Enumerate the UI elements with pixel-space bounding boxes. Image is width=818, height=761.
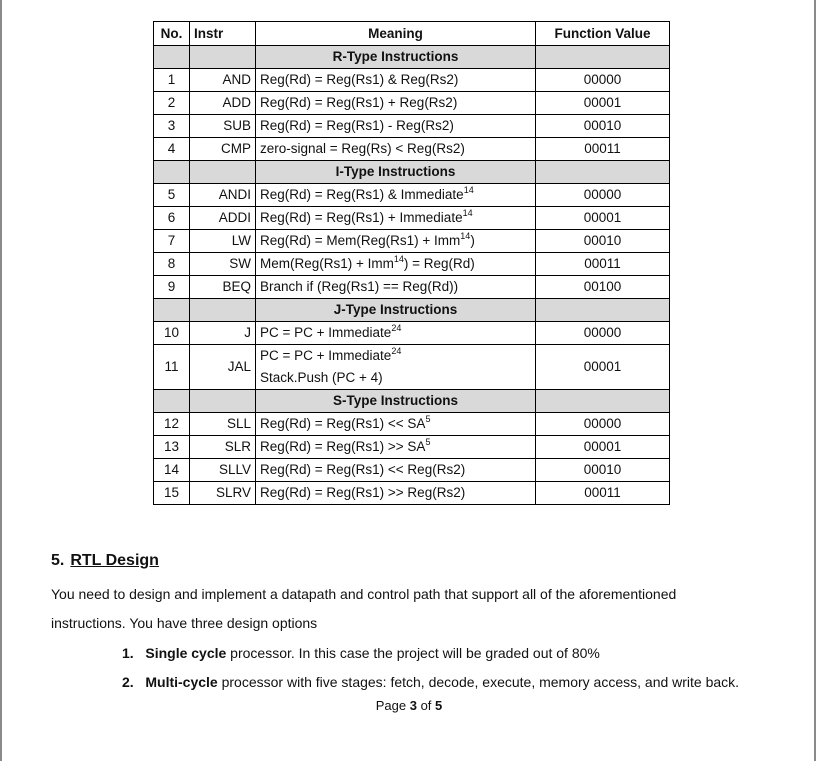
- meaning-superscript: 5: [425, 414, 431, 424]
- meaning-text: PC = PC + Immediate: [260, 348, 392, 363]
- list-item-bold-text: Single cycle: [145, 645, 227, 661]
- table-row: [154, 482, 670, 505]
- section-number: 5.: [51, 552, 65, 569]
- list-item-text: processor. In this case the project will be graded out of 80%: [226, 645, 600, 661]
- meaning-text: Reg(Rd) = Reg(Rs1) + Reg(Rs2): [260, 95, 458, 110]
- row-function-value: 00000: [536, 184, 670, 207]
- meaning-text: Reg(Rd) = Reg(Rs1) >> SA: [260, 439, 426, 454]
- group-title: R-Type Instructions: [256, 46, 536, 69]
- instruction-table-body: [154, 46, 670, 505]
- paragraph-line-1: You need to design and implement a datapath and control path that support all of the aforementioned: [51, 586, 677, 602]
- row-number: 13: [154, 436, 190, 459]
- list-item-text: processor with five stages: fetch, decode, execute, memory access, and write back.: [217, 674, 740, 690]
- meaning-text: Branch if (Reg(Rs1) == Reg(Rd)): [260, 279, 459, 294]
- row-instruction: ADDI: [190, 207, 256, 230]
- group-header-row: [154, 299, 670, 322]
- row-instruction: SLR: [190, 436, 256, 459]
- meaning-superscript: 14: [462, 208, 473, 218]
- group-header-blank: [154, 299, 190, 322]
- table-header-row: [154, 22, 670, 46]
- row-function-value: 00100: [536, 276, 670, 299]
- row-function-value: 00010: [536, 459, 670, 482]
- group-title: S-Type Instructions: [256, 390, 536, 413]
- group-header-blank: [154, 46, 190, 69]
- row-function-value: 00010: [536, 230, 670, 253]
- group-header-blank: [190, 299, 256, 322]
- row-function-value: 00010: [536, 115, 670, 138]
- group-header-blank: [536, 390, 670, 413]
- table-row: [154, 345, 670, 390]
- footer-prefix: Page: [375, 698, 410, 713]
- list-item-marker: 1.: [122, 645, 134, 661]
- group-header-blank: [536, 299, 670, 322]
- table-row: [154, 322, 670, 345]
- header-no: No.: [154, 22, 190, 46]
- row-instruction: SUB: [190, 115, 256, 138]
- row-meaning: [256, 413, 536, 436]
- row-function-value: 00011: [536, 253, 670, 276]
- meaning-text: Reg(Rd) = Reg(Rs1) << SA: [260, 416, 426, 431]
- section-heading: [51, 552, 159, 570]
- meaning-text: Mem(Reg(Rs1) + Imm: [260, 256, 394, 271]
- header-instr: Instr: [190, 22, 256, 46]
- meaning-tail: ): [470, 233, 475, 248]
- group-title: I-Type Instructions: [256, 161, 536, 184]
- table-row: [154, 69, 670, 92]
- row-meaning: [256, 230, 536, 253]
- page-right-border: [814, 0, 816, 761]
- meaning-tail: ) = Reg(Rd): [403, 256, 475, 271]
- row-instruction: ADD: [190, 92, 256, 115]
- list-item: [122, 672, 739, 692]
- header-meaning: Meaning: [256, 22, 536, 46]
- group-header-blank: [190, 161, 256, 184]
- table-row: [154, 459, 670, 482]
- row-meaning: [256, 69, 536, 92]
- header-function-value: Function Value: [536, 22, 670, 46]
- group-header-blank: [154, 390, 190, 413]
- group-header-row: [154, 46, 670, 69]
- row-meaning: [256, 276, 536, 299]
- meaning-text: Reg(Rd) = Reg(Rs1) - Reg(Rs2): [260, 118, 454, 133]
- paragraph-line-2: instructions. You have three design options: [51, 615, 318, 631]
- row-function-value: 00001: [536, 92, 670, 115]
- table-row: [154, 253, 670, 276]
- group-header-row: [154, 161, 670, 184]
- table-row: [154, 230, 670, 253]
- row-meaning: [256, 459, 536, 482]
- table-row: [154, 436, 670, 459]
- row-instruction: SLRV: [190, 482, 256, 505]
- row-instruction: SLL: [190, 413, 256, 436]
- row-function-value: 00000: [536, 69, 670, 92]
- group-header-blank: [154, 161, 190, 184]
- row-instruction: BEQ: [190, 276, 256, 299]
- row-function-value: 00001: [536, 207, 670, 230]
- row-number: 9: [154, 276, 190, 299]
- row-instruction: ANDI: [190, 184, 256, 207]
- row-function-value: 00000: [536, 413, 670, 436]
- row-meaning: [256, 138, 536, 161]
- table-row: [154, 115, 670, 138]
- meaning-text: Reg(Rd) = Reg(Rs1) >> Reg(Rs2): [260, 485, 466, 500]
- row-meaning: [256, 92, 536, 115]
- instruction-table: [153, 21, 670, 505]
- footer-total-pages: 5: [435, 698, 443, 713]
- table-row: [154, 413, 670, 436]
- meaning-superscript: 24: [391, 323, 402, 333]
- row-number: 12: [154, 413, 190, 436]
- meaning-superscript: 14: [460, 231, 471, 241]
- row-meaning: [256, 184, 536, 207]
- list-item: [122, 643, 600, 663]
- footer-current-page: 3: [409, 698, 417, 713]
- meaning-second-line: Stack.Push (PC + 4): [260, 370, 383, 385]
- row-number: 2: [154, 92, 190, 115]
- row-instruction: J: [190, 322, 256, 345]
- row-number: 1: [154, 69, 190, 92]
- row-meaning: [256, 436, 536, 459]
- meaning-text: PC = PC + Immediate: [260, 325, 392, 340]
- table-row: [154, 92, 670, 115]
- row-number: 6: [154, 207, 190, 230]
- meaning-text: Reg(Rd) = Reg(Rs1) & Reg(Rs2): [260, 72, 459, 87]
- list-item-marker: 2.: [122, 674, 134, 690]
- table-row: [154, 184, 670, 207]
- row-number: 3: [154, 115, 190, 138]
- meaning-superscript: 24: [391, 346, 402, 356]
- row-number: 15: [154, 482, 190, 505]
- group-header-blank: [536, 161, 670, 184]
- meaning-superscript: 14: [393, 254, 404, 264]
- page-left-border: [0, 0, 2, 761]
- group-title: J-Type Instructions: [256, 299, 536, 322]
- row-number: 5: [154, 184, 190, 207]
- list-item-bold-text: Multi-cycle: [145, 674, 218, 690]
- row-number: 14: [154, 459, 190, 482]
- row-function-value: 00011: [536, 482, 670, 505]
- row-number: 4: [154, 138, 190, 161]
- group-header-blank: [190, 46, 256, 69]
- row-meaning: [256, 322, 536, 345]
- row-instruction: AND: [190, 69, 256, 92]
- row-meaning: [256, 253, 536, 276]
- table-row: [154, 207, 670, 230]
- table-row: [154, 138, 670, 161]
- row-number: 7: [154, 230, 190, 253]
- group-header-blank: [190, 390, 256, 413]
- row-meaning: [256, 345, 536, 390]
- row-function-value: 00011: [536, 138, 670, 161]
- table-row: [154, 276, 670, 299]
- row-number: 11: [154, 345, 190, 390]
- row-meaning: [256, 207, 536, 230]
- page-footer: [0, 698, 818, 713]
- footer-middle: of: [416, 698, 436, 713]
- meaning-text: zero-signal = Reg(Rs) < Reg(Rs2): [260, 141, 465, 156]
- row-function-value: 00001: [536, 436, 670, 459]
- group-header-row: [154, 390, 670, 413]
- row-meaning: [256, 115, 536, 138]
- row-number: 8: [154, 253, 190, 276]
- row-instruction: JAL: [190, 345, 256, 390]
- meaning-superscript: 5: [425, 437, 431, 447]
- row-number: 10: [154, 322, 190, 345]
- row-instruction: SW: [190, 253, 256, 276]
- section-title: RTL Design: [70, 552, 159, 569]
- meaning-text: Reg(Rd) = Reg(Rs1) & Immediate: [260, 187, 464, 202]
- group-header-blank: [536, 46, 670, 69]
- row-instruction: SLLV: [190, 459, 256, 482]
- meaning-text: Reg(Rd) = Reg(Rs1) << Reg(Rs2): [260, 462, 466, 477]
- row-function-value: 00001: [536, 345, 670, 390]
- row-function-value: 00000: [536, 322, 670, 345]
- row-instruction: LW: [190, 230, 256, 253]
- row-meaning: [256, 482, 536, 505]
- meaning-text: Reg(Rd) = Reg(Rs1) + Immediate: [260, 210, 463, 225]
- row-instruction: CMP: [190, 138, 256, 161]
- meaning-superscript: 14: [463, 185, 474, 195]
- meaning-text: Reg(Rd) = Mem(Reg(Rs1) + Imm: [260, 233, 461, 248]
